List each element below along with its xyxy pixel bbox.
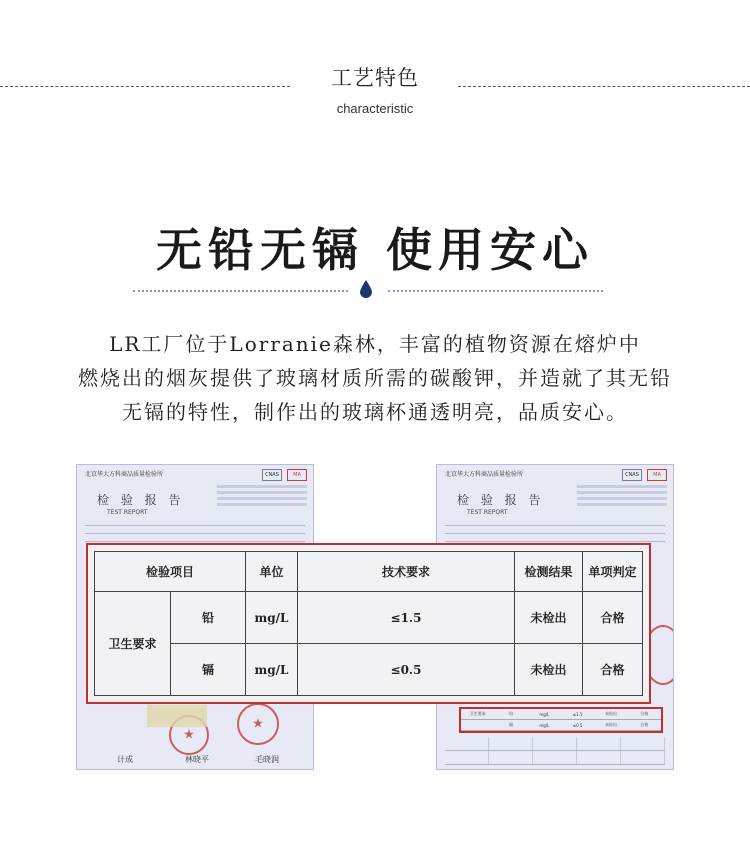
- report-rows: [445, 520, 665, 544]
- signature: 计成: [117, 755, 133, 764]
- report-org: 北京华大方科商品质量检验所: [445, 471, 524, 478]
- category-cell: 卫生要求: [95, 592, 171, 696]
- inspection-table-highlight: [86, 543, 651, 704]
- header-cell: 检测结果: [515, 552, 583, 592]
- table-row: [95, 644, 643, 696]
- cma-logo: MA: [287, 469, 307, 481]
- unit-cell: mg/L: [246, 592, 298, 644]
- item-cell: 铅: [171, 592, 246, 644]
- official-stamp: ★: [169, 715, 209, 755]
- cnas-logo: CNAS: [622, 469, 642, 481]
- report-subtitle: TEST REPORT: [467, 509, 508, 516]
- inspection-table: [94, 551, 643, 696]
- official-stamp: ★: [237, 703, 279, 745]
- cert-logos: [262, 469, 307, 481]
- report-title: 检 验 报 告: [457, 493, 545, 507]
- signature: 林晓平: [185, 755, 209, 764]
- cnas-logo: CNAS: [262, 469, 282, 481]
- dotted-divider-right: [388, 290, 603, 292]
- requirement-cell: ≤1.5: [298, 592, 515, 644]
- report-address-lines: [577, 485, 667, 509]
- header-cell: 检验项目: [95, 552, 246, 592]
- section-title: 工艺特色: [331, 66, 419, 90]
- result-cell: 未检出: [515, 644, 583, 696]
- table-row: [95, 592, 643, 644]
- unit-cell: mg/L: [246, 644, 298, 696]
- description-line-1: LR工厂位于Lorranie森林，丰富的植物资源在熔炉中: [109, 332, 641, 356]
- seal-strip: [147, 705, 207, 727]
- report-org: 北京华大方科商品质量检验所: [85, 471, 164, 478]
- requirement-cell: ≤0.5: [298, 644, 515, 696]
- section-subtitle: characteristic: [336, 101, 414, 116]
- report-title: 检 验 报 告: [97, 493, 185, 507]
- result-cell: 未检出: [515, 592, 583, 644]
- description-line-3: 无镉的特性，制作出的玻璃杯通透明亮，品质安心。: [122, 400, 628, 424]
- verdict-cell: 合格: [583, 644, 643, 696]
- table-header-row: [95, 552, 643, 592]
- verdict-cell: 合格: [583, 592, 643, 644]
- report-rows: [85, 520, 305, 544]
- header-cell: 单位: [246, 552, 298, 592]
- signature: 毛晓润: [255, 755, 279, 764]
- dotted-divider-left: [133, 290, 348, 292]
- cma-logo: MA: [647, 469, 667, 481]
- header-cell: 技术要求: [298, 552, 515, 592]
- item-cell: 镉: [171, 644, 246, 696]
- report-extra-rows: [445, 737, 665, 765]
- ink-drop-icon: [360, 280, 372, 298]
- highlighted-mini-table: 卫生要求 铅 mg/L ≤1.5 未检出 合格 镉 mg/L ≤0.5 未检出 合格: [459, 707, 663, 733]
- report-address-lines: [217, 485, 307, 509]
- header-cell: 单项判定: [583, 552, 643, 592]
- description-line-2: 燃烧出的烟灰提供了玻璃材质所需的碳酸钾，并造就了其无铅: [78, 366, 672, 390]
- report-subtitle: TEST REPORT: [107, 509, 148, 516]
- cert-logos: [622, 469, 667, 481]
- slogan-heading: 无铅无镉 使用安心: [155, 223, 594, 277]
